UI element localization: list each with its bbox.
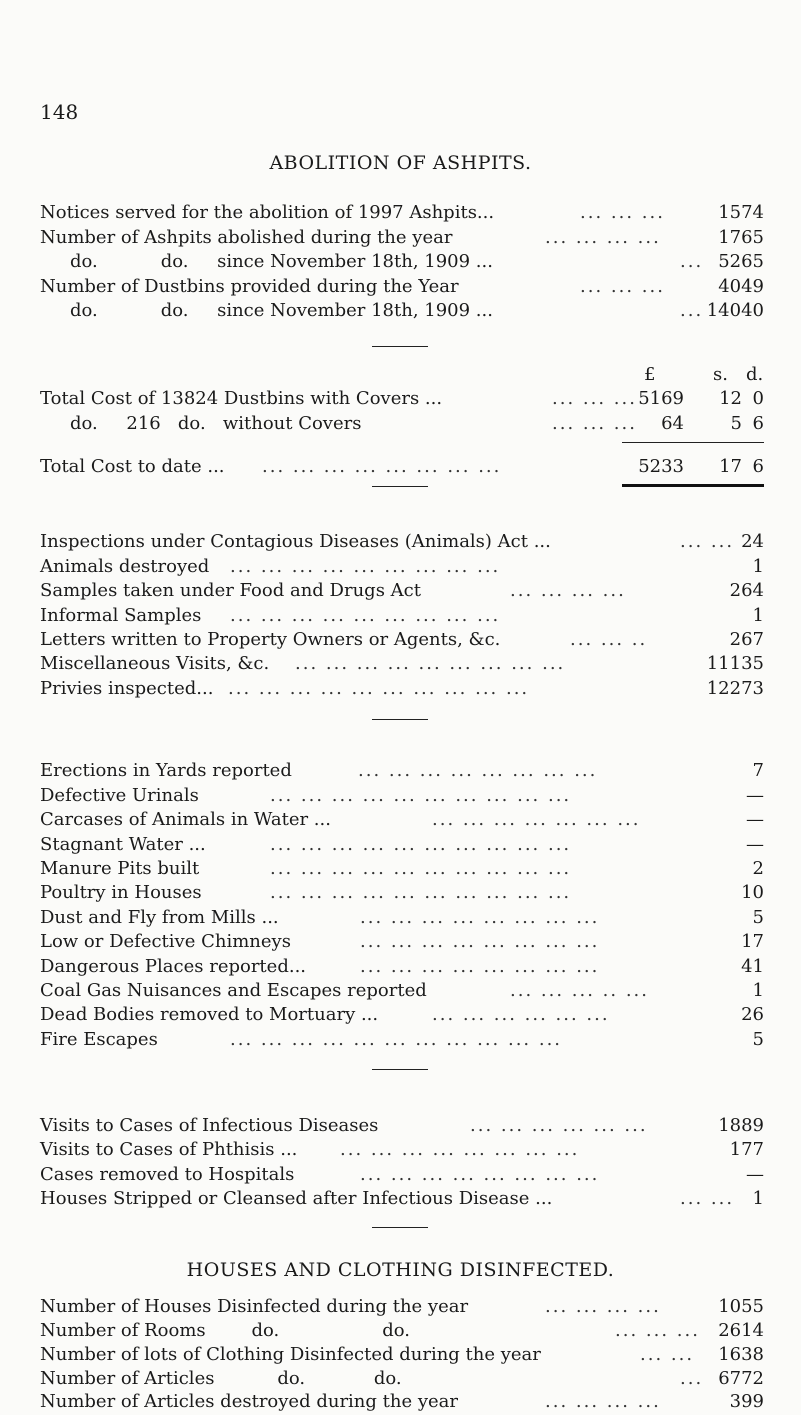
list-item [40,1296,764,1320]
leader-dots: ... ... ... ... ... ... ... ... ... ... [270,882,572,903]
section-title-ashpits: ABOLITION OF ASHPITS. [269,152,532,174]
row-label: Stagnant Water ... [40,834,206,855]
row-value: 267 [729,629,764,650]
row-label: Total Cost of 13824 Dustbins with Covers ... [40,388,443,409]
leader-dots: ... ... ... ... ... ... ... ... [358,760,598,781]
total-rule [622,484,764,487]
row-value: 2614 [718,1320,764,1341]
row-label: Visits to Cases of Phthisis ... [40,1139,298,1160]
row-label: do. do. since November 18th, 1909 ... [70,300,493,321]
list-item [40,907,764,931]
row-label: Low or Defective Chimneys [40,931,291,952]
pounds-value: 5233 [638,456,684,477]
row-label: Erections in Yards reported [40,760,292,781]
leader-dots: ... ... ... ... [545,1391,661,1412]
row-label: do. do. since November 18th, 1909 ... [70,251,493,272]
row-value: 1 [752,556,764,577]
row-value: 1889 [718,1115,764,1136]
row-value: 7 [752,760,764,781]
list-item [40,809,764,833]
list-item [40,605,764,629]
list-item [40,785,764,809]
list-item [40,251,764,275]
row-label: do. 216 do. without Covers [70,413,362,434]
list-item [40,300,764,324]
pence-value: 6 [752,456,764,477]
row-value: 6772 [718,1368,764,1389]
subtotal-rule [622,442,764,443]
leader-dots: ... ... ... ... ... ... ... ... ... ... ... [230,1029,563,1050]
leader-dots: ... ... ... ... ... ... [432,1004,610,1025]
leader-dots: ... ... ... ... ... ... ... ... ... ... [270,785,572,806]
row-value: 12273 [706,678,764,699]
shillings-value: 12 [719,388,742,409]
list-item [40,956,764,980]
row-label: Number of Articles do. do. [40,1368,402,1389]
section-divider [372,486,428,487]
list-item [40,1004,764,1028]
row-label: Letters written to Property Owners or Agents, &c. [40,629,501,650]
section-divider [372,346,428,347]
row-value: 1 [752,605,764,626]
list-item [40,1344,764,1368]
row-label: Number of Rooms do. do. [40,1320,410,1341]
list-item [40,531,764,555]
row-label: Dangerous Places reported... [40,956,307,977]
row-value: — [746,1164,764,1185]
row-label: Number of Ashpits abolished during the year [40,227,453,248]
row-value: 399 [729,1391,764,1412]
page-number: 148 [40,100,79,124]
leader-dots: ... ... ... ... [545,227,661,248]
shillings-header: s. [713,364,728,385]
row-value: 264 [729,580,764,601]
leader-dots: ... ... [640,1344,695,1365]
row-label: Number of Dustbins provided during the Year [40,276,459,297]
leader-dots: ... ... ... ... ... ... ... ... ... ... [228,678,530,699]
leader-dots: ... [680,251,704,272]
leader-dots: ... ... ... ... [510,580,626,601]
row-value: 177 [729,1139,764,1160]
cost-total-row [40,456,764,480]
row-value: — [746,834,764,855]
row-value: 1 [752,1188,764,1209]
row-label: Dust and Fly from Mills ... [40,907,279,928]
list-item [40,1391,764,1415]
list-item [40,678,764,702]
row-value: 1765 [718,227,764,248]
row-value: 1055 [718,1296,764,1317]
pounds-value: 64 [661,413,684,434]
list-item [40,556,764,580]
row-label: Manure Pits built [40,858,200,879]
row-value: 24 [741,531,764,552]
list-item [40,1139,764,1163]
leader-dots: ... ... .. [570,629,648,650]
list-item [40,760,764,784]
pence-value: 0 [752,388,764,409]
row-label: Number of lots of Clothing Disinfected during the year [40,1344,541,1365]
cost-row [40,388,764,412]
section-divider [372,1069,428,1070]
list-item [40,931,764,955]
row-label: Poultry in Houses [40,882,202,903]
row-value: 5 [752,1029,764,1050]
row-label: Defective Urinals [40,785,199,806]
row-value: — [746,785,764,806]
leader-dots: ... ... ... [615,1320,700,1341]
row-value: 4049 [718,276,764,297]
list-item [40,202,764,226]
list-item [40,1029,764,1053]
list-item [40,227,764,251]
leader-dots: ... ... ... ... ... ... ... ... ... ... [270,834,572,855]
row-label: Privies inspected... [40,678,214,699]
leader-dots: ... ... ... ... ... ... ... ... ... ... [270,858,572,879]
row-label: Cases removed to Hospitals [40,1164,295,1185]
list-item [40,653,764,677]
row-value: 1574 [718,202,764,223]
leader-dots: ... ... ... ... [545,1296,661,1317]
list-item [40,1368,764,1392]
cost-row [40,413,764,437]
row-label: Miscellaneous Visits, &c. [40,653,270,674]
row-label: Fire Escapes [40,1029,158,1050]
leader-dots: ... ... ... ... ... ... [470,1115,648,1136]
list-item [40,858,764,882]
leader-dots: ... ... ... ... ... ... ... ... [360,1164,600,1185]
list-item [40,1115,764,1139]
pounds-header: £ [644,364,656,385]
row-label: Carcases of Animals in Water ... [40,809,331,830]
row-value: 1638 [718,1344,764,1365]
row-value: 5 [752,907,764,928]
row-value: 17 [741,931,764,952]
leader-dots: ... ... ... .. ... [510,980,649,1001]
row-value: 1 [752,980,764,1001]
shillings-value: 5 [730,413,742,434]
leader-dots: ... ... ... [580,276,665,297]
list-item [40,1320,764,1344]
section-divider [372,719,428,720]
row-label: Coal Gas Nuisances and Escapes reported [40,980,427,1001]
list-item [40,980,764,1004]
row-label: Notices served for the abolition of 1997 Ashpits... [40,202,495,223]
row-label: Informal Samples [40,605,202,626]
leader-dots: ... ... ... ... ... ... ... ... [360,931,600,952]
leader-dots: ... ... ... [552,388,637,409]
row-label: Houses Stripped or Cleansed after Infectious Disease ... [40,1188,553,1209]
row-value: 10 [741,882,764,903]
leader-dots: ... ... [680,531,735,552]
leader-dots: ... ... ... ... ... ... ... [432,809,641,830]
pence-value: 6 [752,413,764,434]
leader-dots: ... ... ... ... ... ... ... ... [340,1139,580,1160]
list-item [40,834,764,858]
leader-dots: ... ... ... ... ... ... ... ... [262,456,502,477]
leader-dots: ... ... [680,1188,735,1209]
row-value: — [746,809,764,830]
row-label: Number of Articles destroyed during the year [40,1391,458,1412]
pounds-value: 5169 [638,388,684,409]
row-label: Total Cost to date ... [40,456,225,477]
shillings-value: 17 [719,456,742,477]
leader-dots: ... ... ... [580,202,665,223]
leader-dots: ... [680,1368,704,1389]
row-value: 2 [752,858,764,879]
row-label: Dead Bodies removed to Mortuary ... [40,1004,379,1025]
row-value: 5265 [718,251,764,272]
section-title-disinfected: HOUSES AND CLOTHING DISINFECTED. [186,1259,615,1281]
row-label: Animals destroyed [40,556,210,577]
list-item [40,1164,764,1188]
pence-header: d. [746,364,764,385]
section-divider [372,1227,428,1228]
leader-dots: ... ... ... ... ... ... ... ... ... [295,653,566,674]
row-label: Inspections under Contagious Diseases (Animals) Act ... [40,531,551,552]
list-item [40,1188,764,1212]
row-label: Visits to Cases of Infectious Diseases [40,1115,379,1136]
leader-dots: ... ... ... ... ... ... ... ... ... [230,605,501,626]
row-value: 11135 [706,653,764,674]
leader-dots: ... ... ... ... ... ... ... ... ... [230,556,501,577]
list-item [40,580,764,604]
list-item [40,276,764,300]
leader-dots: ... ... ... ... ... ... ... ... [360,907,600,928]
leader-dots: ... ... ... [552,413,637,434]
leader-dots: ... ... ... ... ... ... ... ... [360,956,600,977]
row-label: Samples taken under Food and Drugs Act [40,580,421,601]
row-value: 26 [741,1004,764,1025]
row-value: 41 [741,956,764,977]
list-item [40,882,764,906]
row-value: 14040 [706,300,764,321]
row-label: Number of Houses Disinfected during the year [40,1296,469,1317]
list-item [40,629,764,653]
leader-dots: ... [680,300,704,321]
